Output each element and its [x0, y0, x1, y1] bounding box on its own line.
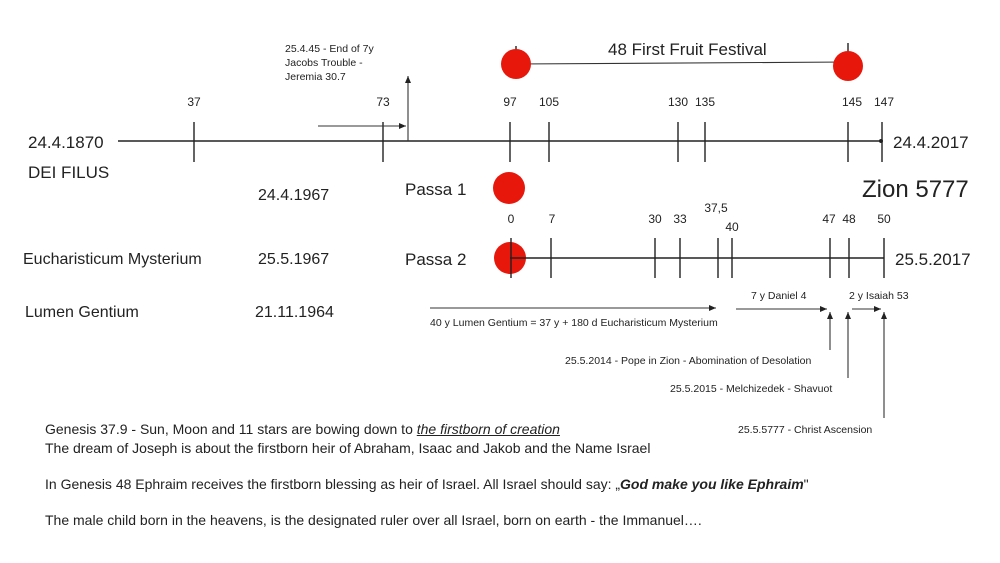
- tick-label: 135: [694, 95, 716, 109]
- ascension-event: 25.5.5777 - Christ Ascension: [738, 424, 873, 436]
- isaiah-label: 2 y Isaiah 53: [849, 290, 909, 302]
- notes-block: [45, 420, 945, 530]
- passa1-label: Passa 1: [405, 180, 467, 199]
- tick-label: 147: [873, 95, 895, 109]
- tick-label: 30: [648, 212, 662, 226]
- tick-label: 145: [841, 95, 863, 109]
- tick-label: 105: [538, 95, 560, 109]
- melchizedek-event: 25.5.2015 - Melchizedek - Shavuot: [670, 383, 833, 395]
- timeline1-sub-label: DEI FILUS: [28, 163, 110, 182]
- zion-label: Zion 5777: [862, 176, 969, 203]
- timeline2-left-date: 25.5.1967: [258, 251, 330, 268]
- pope-event: 25.5.2014 - Pope in Zion - Abomination of Desolation: [565, 355, 812, 367]
- tick-label: 48: [842, 212, 856, 226]
- note-genesis-37-text: Genesis 37.9 - Sun, Moon and 11 stars are bowing down to: [45, 421, 417, 437]
- note-genesis-48-close: ": [803, 476, 809, 492]
- jacob-note-line: Jacobs Trouble -: [285, 57, 363, 69]
- tick-label: 37: [187, 95, 201, 109]
- festival-dot-start: [501, 49, 531, 79]
- tick-label: 47: [822, 212, 836, 226]
- jacob-note-line: Jeremia 30.7: [285, 71, 346, 83]
- tick-label: 40: [725, 220, 739, 234]
- passa2-label: Passa 2: [405, 250, 467, 269]
- tick-label: 33: [673, 212, 687, 226]
- lumen-label: Lumen Gentium: [25, 304, 139, 321]
- jacob-note-line: 25.4.45 - End of 7y: [285, 43, 374, 55]
- tick-label: 0: [507, 212, 515, 226]
- firstborn-emphasis: the firstborn of creation: [416, 421, 560, 437]
- tick-label: 50: [877, 212, 891, 226]
- daniel-label: 7 y Daniel 4: [751, 290, 807, 302]
- tick-label: 73: [376, 95, 390, 109]
- note-genesis-37: [45, 420, 945, 439]
- tick-label: 7: [548, 212, 556, 226]
- festival-label: 48 First Fruit Festival: [608, 40, 767, 59]
- ephraim-emphasis: God make you like Ephraim: [620, 476, 804, 492]
- timeline1-start-label: 24.4.1870: [28, 133, 104, 152]
- tick-label: 97: [503, 95, 517, 109]
- festival-connector: [516, 62, 848, 64]
- lumen-date: 21.11.1964: [255, 304, 334, 321]
- tick-label: 37,5: [704, 201, 728, 215]
- date-1967: 24.4.1967: [258, 187, 330, 204]
- note-joseph-dream: The dream of Joseph is about the firstborn heir of Abraham, Isaac and Jakob and the Name Israel: [45, 440, 651, 456]
- note-genesis-48-text: In Genesis 48 Ephraim receives the firstborn blessing as heir of Israel. All Israel should say: „: [45, 476, 621, 492]
- lumen-arrow-label: 40 y Lumen Gentium = 37 y + 180 d Eucharisticum Mysterium: [430, 317, 718, 329]
- timeline1-end-label: 24.4.2017: [893, 133, 969, 152]
- festival-dot-end: [833, 51, 863, 81]
- timeline2-end-label: 25.5.2017: [895, 250, 971, 269]
- note-genesis-48: [45, 475, 945, 494]
- passa1-dot: [493, 172, 525, 204]
- note-male-child: The male child born in the heavens, is the designated ruler over all Israel, born on earth - the Immanuel….: [45, 512, 702, 528]
- timeline2-left-label: Eucharisticum Mysterium: [23, 251, 202, 268]
- tick-label: 130: [667, 95, 689, 109]
